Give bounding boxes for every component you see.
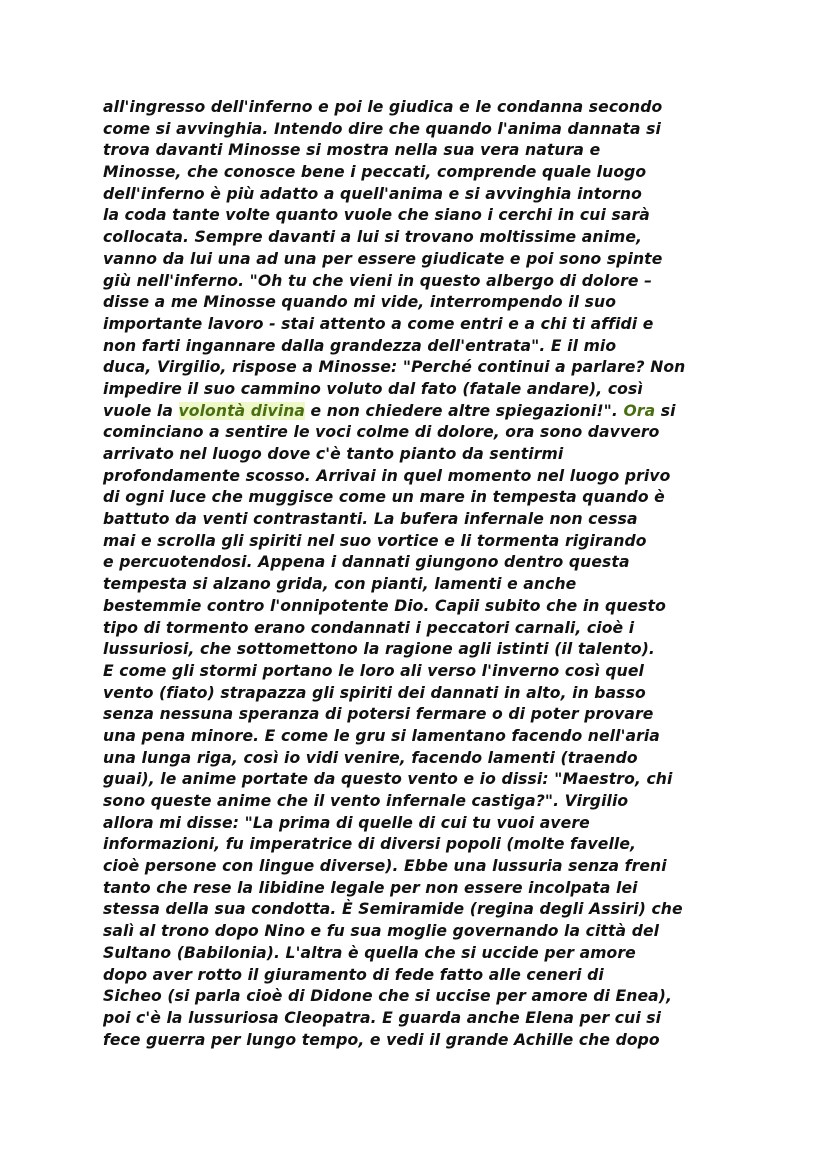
- text-line: vanno da lui una ad una per essere giudicate e poi sono spinte: [103, 249, 663, 268]
- text-line: senza nessuna speranza di potersi fermare o di poter provare: [103, 705, 654, 724]
- text-line: poi c'è la lussuriosa Cleopatra. E guarda anche Elena per cui si: [103, 1008, 662, 1027]
- text-line: sono queste anime che il vento infernale castiga?". Virgilio: [103, 792, 629, 810]
- text-line: all'ingresso dell'inferno e poi le giudica e le condanna secondo: [103, 98, 663, 116]
- text-segment: e non chiedere altre spiegazioni!".: [305, 401, 624, 420]
- text-line: mai e scrolla gli spiriti nel suo vortice e li tormenta rigirando: [103, 531, 647, 550]
- text-line: cioè persone con lingue diverse). Ebbe una lussuria senza freni: [103, 857, 667, 876]
- text-line: lussuriosi, che sottomettono la ragione agli istinti (il talento).: [103, 640, 655, 659]
- text-line: una pena minore. E come le gru si lamentano facendo nell'aria: [103, 726, 660, 745]
- text-line: una lunga riga, così io vidi venire, facendo lamenti (traendo: [103, 748, 638, 767]
- text-line: vento (fiato) strapazza gli spiriti dei dannati in alto, in basso: [103, 683, 646, 702]
- text-line: impedire il suo cammino voluto dal fato (fatale andare), così: [103, 379, 643, 398]
- text-line: tanto che rese la libidine legale per non essere incolpata lei: [103, 878, 638, 897]
- text-line: informazioni, fu imperatrice di diversi popoli (molte favelle,: [103, 835, 637, 854]
- text-line: la coda tante volte quanto vuole che siano i cerchi in cui sarà: [103, 206, 650, 225]
- text-line: disse a me Minosse quando mi vide, interrompendo il suo: [103, 293, 617, 312]
- handwritten-paragraph: [103, 97, 743, 1051]
- text-line: profondamente scosso. Arrivai in quel momento nel luogo privo: [103, 466, 671, 485]
- text-line: E come gli stormi portano le loro ali verso l'inverno così quel: [103, 661, 644, 680]
- text-line: bestemmie contro l'onnipotente Dio. Capii subito che in questo: [103, 596, 666, 615]
- text-line: Sicheo (si parla cioè di Didone che si uccise per amore di Enea),: [103, 987, 673, 1006]
- text-line: tipo di tormento erano condannati i peccatori carnali, cioè i: [103, 618, 635, 637]
- text-line: dell'inferno è più adatto a quell'anima e si avvinghia intorno: [103, 184, 642, 203]
- text-line: battuto da venti contrastanti. La bufera infernale non cessa: [103, 510, 638, 529]
- text-line: allora mi disse: "La prima di quelle di cui tu vuoi avere: [103, 813, 590, 832]
- text-line: e percuotendosi. Appena i dannati giungono dentro questa: [103, 553, 630, 572]
- text-line: trova davanti Minosse si mostra nella sua vera natura e: [103, 141, 601, 160]
- text-line: fece guerra per lungo tempo, e vedi il grande Achille che dopo: [103, 1030, 660, 1049]
- text-line: Sultano (Babilonia). L'altra è quella che si uccide per amore: [103, 943, 636, 962]
- text-line: tempesta si alzano grida, con pianti, lamenti e anche: [103, 575, 577, 594]
- text-line: di ogni luce che muggisce come un mare in tempesta quando è: [103, 488, 665, 507]
- text-line: non farti ingannare dalla grandezza dell'entrata". E il mio: [103, 336, 617, 355]
- green-word: Ora: [623, 401, 656, 420]
- text-line: guai), le anime portate da questo vento e io dissi: "Maestro, chi: [103, 770, 673, 789]
- text-line: cominciano a sentire le voci colme di dolore, ora sono davvero: [103, 423, 660, 442]
- text-segment: vuole la: [103, 401, 179, 420]
- text-line: arrivato nel luogo dove c'è tanto pianto da sentirmi: [103, 445, 564, 463]
- text-segment: si: [655, 401, 676, 420]
- text-line: importante lavoro - stai attento a come entri e a chi ti affidi e: [103, 314, 654, 333]
- text-line: Minosse, che conosce bene i peccati, comprende quale luogo: [103, 163, 647, 182]
- text-line: dopo aver rotto il giuramento di fede fatto alle ceneri di: [103, 965, 604, 984]
- highlighted-phrase: volontà divina: [178, 401, 306, 420]
- text-line: salì al trono dopo Nino e fu sua moglie governando la città del: [103, 922, 660, 941]
- text-line-highlighted: [103, 401, 743, 423]
- text-line: giù nell'inferno. "Oh tu che vieni in questo albergo di dolore –: [103, 271, 653, 290]
- text-line: collocata. Sempre davanti a lui si trovano moltissime anime,: [103, 228, 643, 247]
- text-line: stessa della sua condotta. È Semiramide (regina degli Assiri) che: [103, 900, 683, 919]
- text-line: come si avvinghia. Intendo dire che quando l'anima dannata si: [103, 119, 661, 138]
- text-line: duca, Virgilio, rispose a Minosse: "Perché continui a parlare? Non: [103, 358, 686, 377]
